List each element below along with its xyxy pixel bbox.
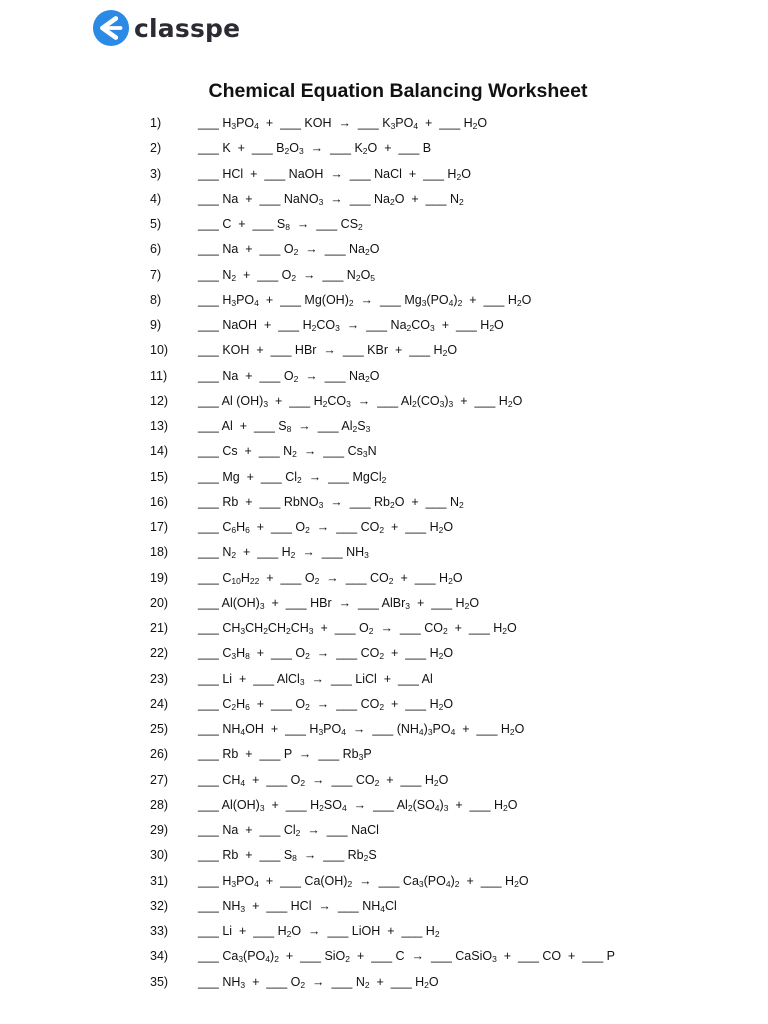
equation-text: ___ Al $(OH)_3$ + ___ $H_2CO_3$ → ___ $Al_2(CO_3)_3$ + ___ $H_2O$ [198, 393, 523, 409]
equation-row [0, 693, 768, 718]
equation-row [0, 541, 768, 566]
equation-text: ___ K + ___ $B_2O_3$ → ___ $K_2O$ + ___ B [198, 141, 432, 157]
equation-row [0, 945, 768, 970]
equation-text: ___ $CH_4$ + ___ $O_2$ → ___ $CO_2$ + ___ $H_2O$ [198, 772, 449, 788]
equation-number: 15) [150, 469, 169, 484]
equation-number: 20) [150, 595, 169, 610]
equation-text: ___ Na + ___ $Cl_2$ → ___ NaCl [198, 823, 379, 838]
equation-text: ___ Al + ___ $S_8$ → ___ $Al_2S_3$ [198, 419, 371, 434]
equation-row [0, 137, 768, 162]
equation-number: 33) [150, 924, 169, 938]
equation-text: ___ Cs + ___ $N_2$ → ___ $Cs_3N$ [198, 444, 377, 460]
equation-number: 27) [150, 772, 169, 787]
equation-row [0, 163, 768, 188]
equation-text: ___ $H_3PO_4$ + ___ KOH → ___ $K_3PO_4$ + ___ $H_2O$ [198, 116, 488, 131]
equation-row [0, 440, 768, 465]
equation-number: 14) [150, 444, 169, 459]
equation-row [0, 819, 768, 844]
equation-row [0, 466, 768, 491]
brand-header [92, 8, 240, 48]
equation-number: 25) [150, 722, 169, 736]
equation-number: 16) [150, 494, 169, 509]
equation-row [0, 642, 768, 667]
equation-text: ___ C + ___ $S_8$ → ___ $CS_2$ [198, 217, 363, 232]
equation-number: 24) [150, 696, 169, 711]
equation-number: 32) [150, 898, 169, 913]
equation-row [0, 289, 768, 314]
equation-row [0, 188, 768, 213]
equation-text: ___ $C_6H_6$ + ___ $O_2$ → ___ $CO_2$ + ___ $H_2O$ [198, 520, 454, 535]
equation-row [0, 390, 768, 415]
equation-text: ___ $NH_3$ + ___ HCl → ___ $NH_4Cl$ [198, 898, 397, 914]
equation-number: 26) [150, 747, 169, 762]
equation-text: ___ Rb + ___ P → ___ $Rb_3P$ [198, 747, 372, 763]
equation-text: ___ $N_2$ + ___ $H_2$ → ___ $NH_3$ [198, 545, 369, 561]
equation-row [0, 592, 768, 617]
equation-number: 11) [150, 368, 168, 383]
equation-row [0, 769, 768, 794]
equation-text: ___ $C_{10}H_{22}$ + ___ $O_2$ → ___ $CO_2$ + ___ $H_2O$ [198, 570, 463, 586]
equation-row [0, 895, 768, 920]
equation-row [0, 112, 768, 137]
equation-text: ___ KOH + ___ HBr → ___ KBr + ___ $H_2O$ [198, 343, 458, 359]
equation-number: 9) [150, 318, 162, 332]
equation-row [0, 516, 768, 541]
equation-row [0, 415, 768, 440]
equation-row [0, 971, 768, 996]
equation-number: 28) [150, 797, 169, 812]
equation-text: ___ Rb + ___ $S_8$ → ___ $Rb_2S$ [198, 848, 377, 864]
equation-text: ___ $H_3PO_4$ + ___ $Ca(OH)_2$ → ___ $Ca_3(PO_4)_2$ + ___ $H_2O$ [198, 873, 529, 889]
equation-text: ___ NaOH + ___ $H_2CO_3$ → ___ $Na_2CO_3$ + ___ $H_2O$ [198, 318, 504, 333]
equation-row [0, 213, 768, 238]
page-title: Chemical Equation Balancing Worksheet [208, 80, 588, 102]
equation-number: 4) [150, 191, 162, 206]
equation-number: 12) [150, 393, 169, 408]
equation-number: 13) [150, 419, 169, 433]
equation-text: ___ $Al(OH)_3$ + ___ HBr → ___ AlBr$_3$ + ___ $H_2O$ [198, 595, 480, 611]
equation-row [0, 920, 768, 945]
equation-text: ___ $Ca_3(PO_4)_2$ + ___ SiO$_2$ + ___ C → ___ CaSiO$_3$ + ___ CO + ___ P [198, 949, 615, 965]
equation-number: 1) [150, 116, 162, 130]
equation-row [0, 870, 768, 895]
equation-number: 5) [150, 217, 162, 231]
equation-row [0, 264, 768, 289]
equation-text: ___ $NH_4OH$ + ___ $H_3PO_4$ → ___ $(NH_4)_3PO_4$ + ___ $H_2O$ [198, 722, 525, 737]
equation-row [0, 365, 768, 390]
equation-row [0, 491, 768, 516]
equation-number: 29) [150, 823, 169, 837]
equation-text: ___ Li + ___ $H_2O$ → ___ LiOH + ___ $H_2$ [198, 924, 440, 939]
equation-text: ___ Na + ___ $O_2$ → ___ $Na_2O$ [198, 242, 380, 258]
equation-number: 10) [150, 343, 169, 358]
equation-text: ___ Li + ___ AlCl$_3$ → ___ LiCl + ___ Al [198, 671, 433, 687]
equation-text: ___ $H_3PO_4$ + ___ $Mg(OH)_2$ → ___ $Mg_3(PO_4)_2$ + ___ $H_2O$ [198, 292, 532, 308]
equation-row [0, 339, 768, 364]
equation-number: 35) [150, 974, 169, 989]
equation-number: 7) [150, 267, 162, 282]
equation-row [0, 314, 768, 339]
equation-number: 2) [150, 141, 162, 156]
equation-number: 34) [150, 949, 169, 964]
equation-number: 18) [150, 545, 169, 560]
classpe-logo-icon [92, 9, 130, 47]
equation-number: 19) [150, 570, 169, 585]
equation-text: ___ $CH_3CH_2CH_2CH_3$ + ___ $O_2$ → ___ $CO_2$ + ___ $H_2O$ [198, 621, 517, 636]
equation-text: ___ $C_2H_6$ + ___ $O_2$ → ___ $CO_2$ + ___ $H_2O$ [198, 696, 454, 712]
equation-row [0, 718, 768, 743]
equation-text: ___ HCl + ___ NaOH → ___ NaCl + ___ $H_2O$ [198, 166, 471, 182]
equation-text: ___ $C_3H_8$ + ___ $O_2$ → ___ $CO_2$ + ___ $H_2O$ [198, 646, 454, 662]
equation-number: 6) [150, 242, 162, 257]
equation-number: 23) [150, 671, 169, 686]
brand-name: classpe [134, 13, 241, 43]
equation-number: 22) [150, 646, 169, 661]
equation-text: ___ Mg + ___ $Cl_2$ → ___ MgCl$_2$ [198, 469, 387, 485]
equation-text: ___ $Al(OH)_3$ + ___ $H_2SO_4$ → ___ $Al_2(SO_4)_3$ + ___ $H_2O$ [198, 797, 518, 813]
equation-number: 8) [150, 292, 162, 307]
equation-row [0, 743, 768, 768]
equation-text: ___ Na + ___ $O_2$ → ___ $Na_2O$ [198, 368, 380, 384]
equation-number: 30) [150, 848, 169, 863]
equation-row [0, 794, 768, 819]
equation-row [0, 567, 768, 592]
equation-text: ___ $NH_3$ + ___ $O_2$ → ___ $N_2$ + ___ $H_2O$ [198, 974, 439, 990]
equation-text: ___ Na + ___ NaNO$_3$ → ___ $Na_2O$ + ___ $N_2$ [198, 191, 464, 207]
equation-number: 31) [150, 873, 169, 888]
equation-number: 21) [150, 621, 169, 635]
equation-row [0, 617, 768, 642]
equation-text: ___ Rb + ___ RbNO$_3$ → ___ $Rb_2O$ + ___ $N_2$ [198, 494, 464, 510]
equation-text: ___ $N_2$ + ___ $O_2$ → ___ $N_2O_5$ [198, 267, 376, 283]
equation-row [0, 238, 768, 263]
equation-row [0, 668, 768, 693]
equation-number: 17) [150, 520, 169, 534]
equation-row [0, 844, 768, 869]
equation-number: 3) [150, 166, 162, 181]
